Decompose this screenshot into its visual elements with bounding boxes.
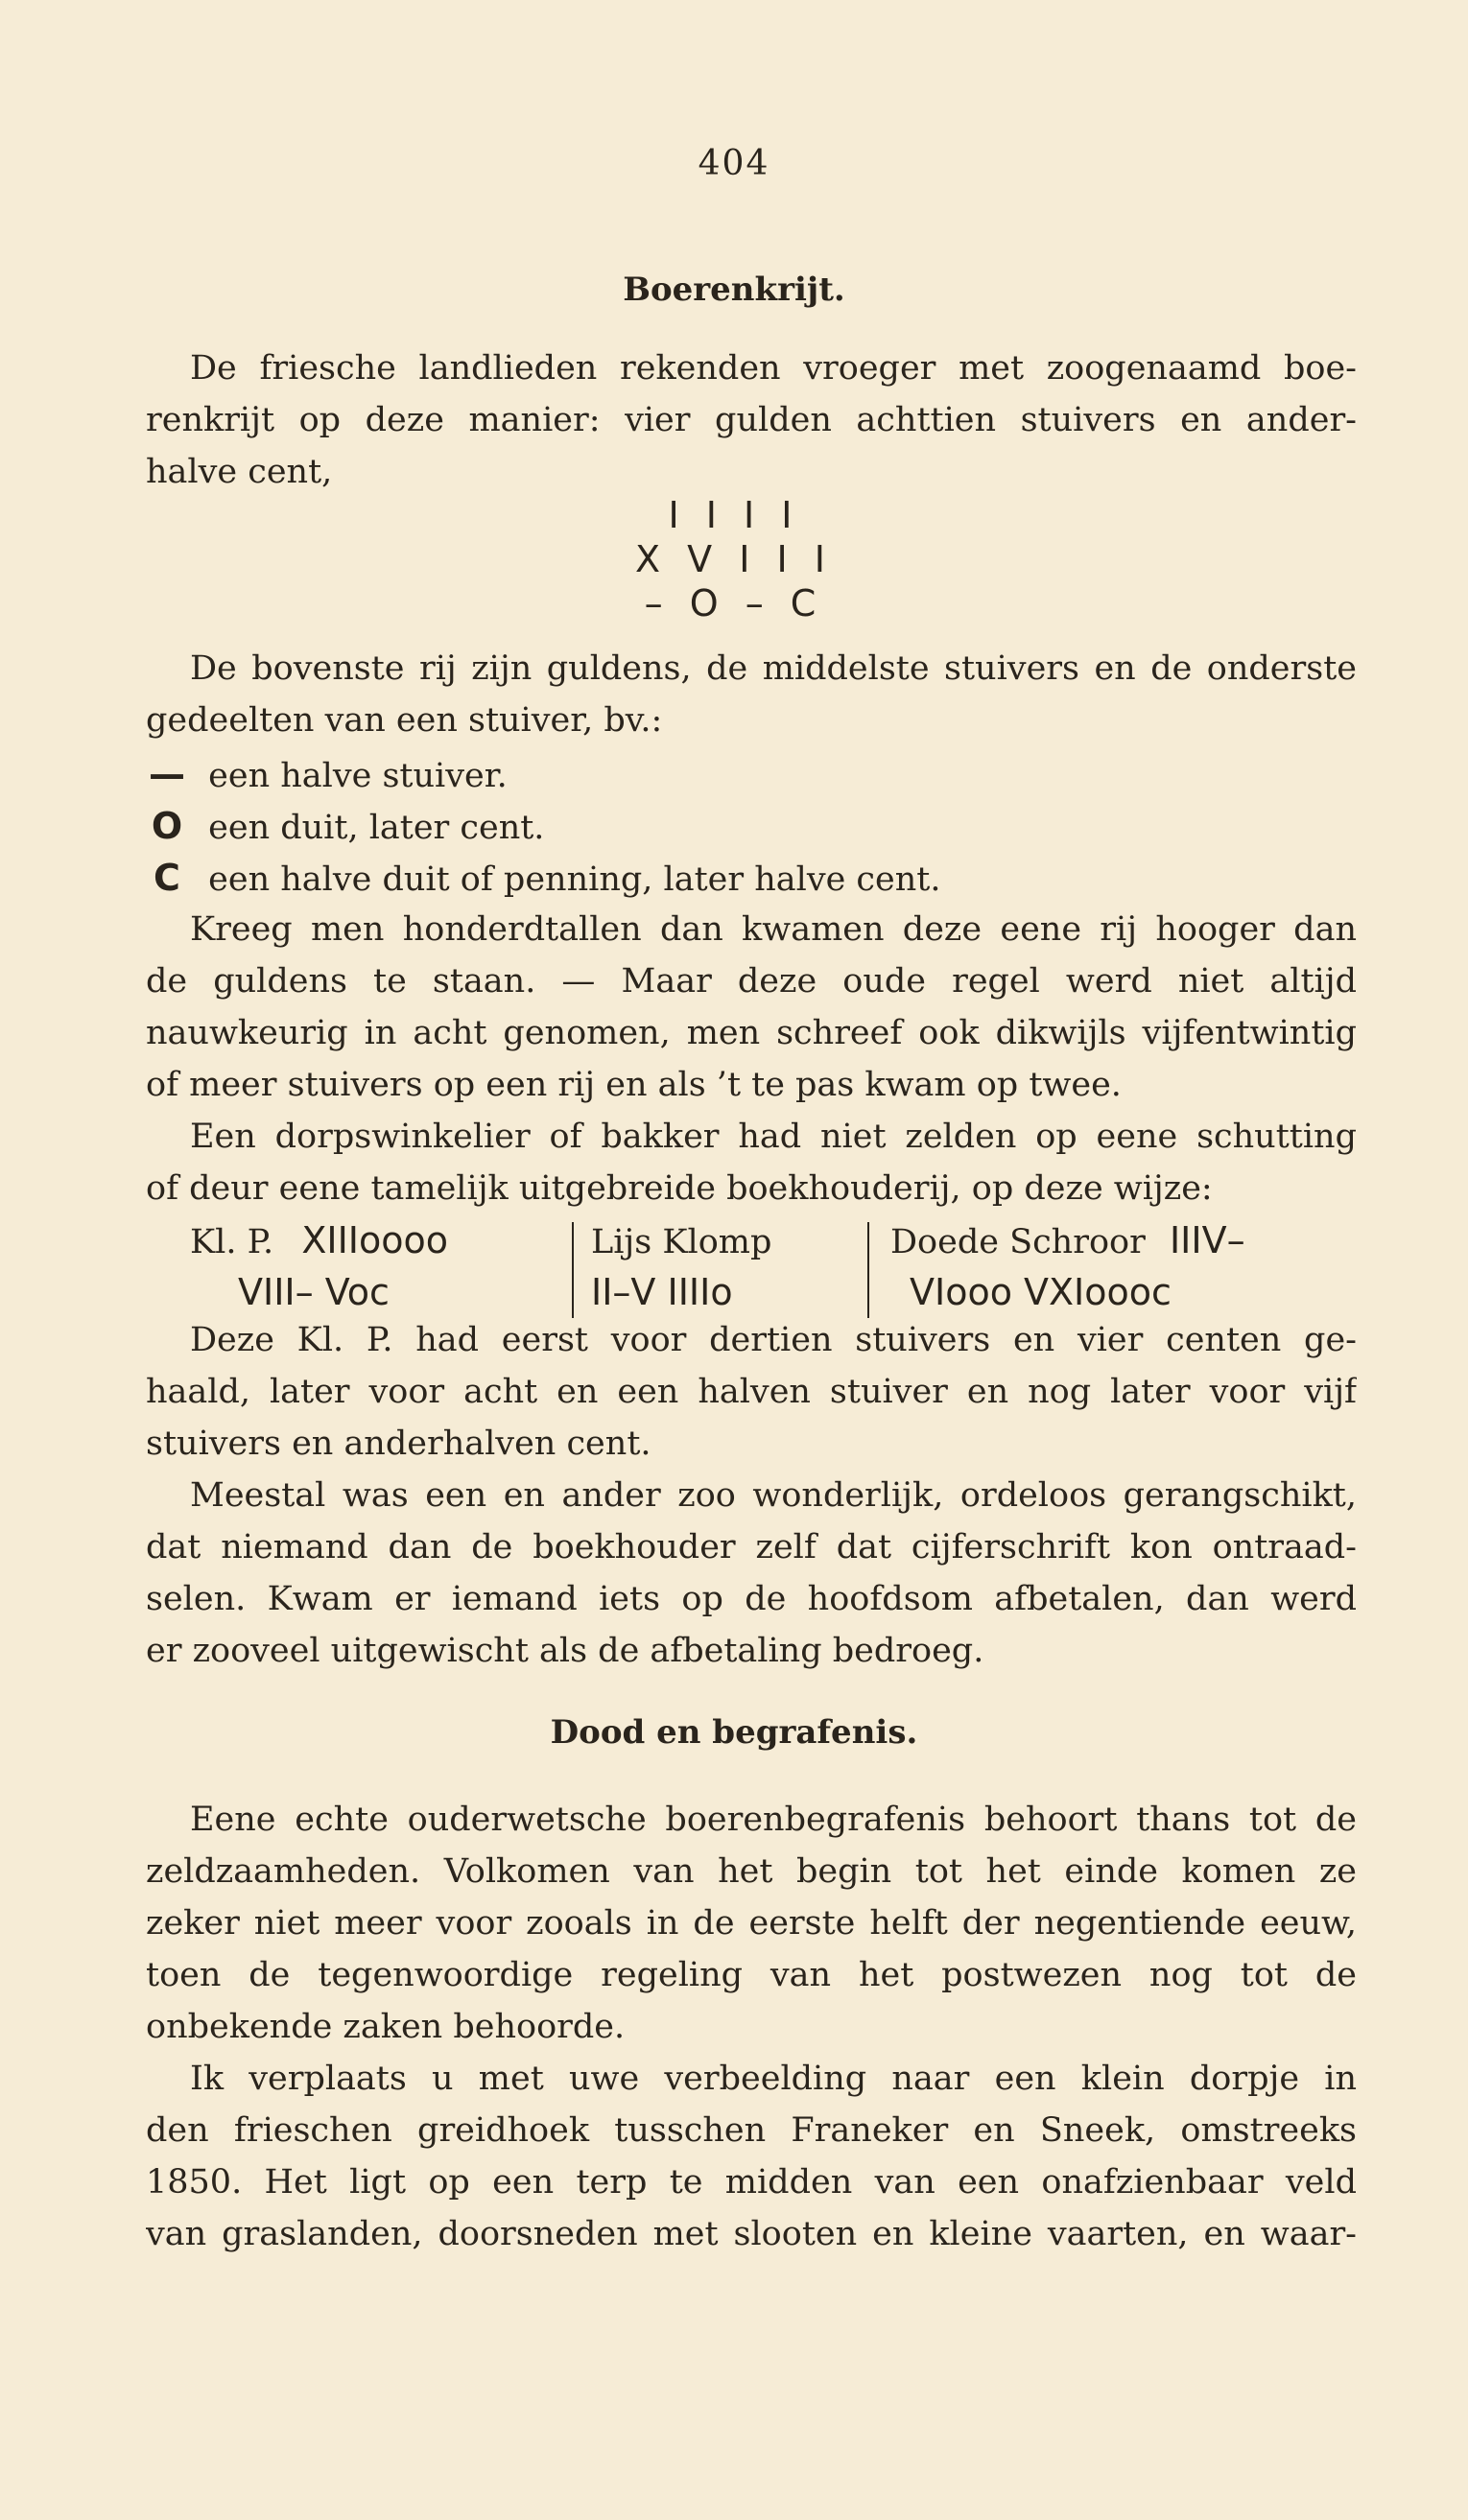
text-line: den frieschen greidhoek tusschen Franeker en Sneek, omstreeks <box>146 2111 1357 2150</box>
honderdtallen-paragraph <box>146 904 1357 1111</box>
begrafenis-paragraph <box>146 1794 1357 2053</box>
text-line: De friesche landlieden rekenden vroeger met zoogenaamd boe- <box>190 349 1357 388</box>
section-title-dood-en-begrafenis: Dood en begrafenis. <box>550 1713 918 1752</box>
c-symbol: C <box>154 857 180 899</box>
dorpje-paragraph <box>146 2053 1357 2260</box>
circle-symbol: O <box>151 805 183 847</box>
text-line: selen. Kwam er iemand iets op de hoofdsom afbetalen, dan werd <box>146 1580 1357 1618</box>
text-line: renkrijt op deze manier: vier gulden achttien stuivers en ander- <box>146 401 1357 439</box>
ledger-divider <box>572 1222 574 1318</box>
text-line: De bovenste rij zijn guldens, de middelste stuivers en de onderste <box>190 649 1357 688</box>
ledger-entry-lijs-klomp <box>591 1214 860 1322</box>
ledger-bottom-value: II–V IIIIo <box>591 1271 733 1313</box>
text-line: er zooveel uitgewischt als de afbetaling bedroeg. <box>146 1632 984 1670</box>
text-line: Meestal was een en ander zoo wonderlijk, ordeloos gerangschikt, <box>190 1476 1357 1515</box>
ledger-divider <box>867 1222 869 1318</box>
numeral-row-fractions: – O – C <box>644 582 824 624</box>
ledger-top-value: IIIV– <box>1169 1219 1245 1261</box>
text-line: dat niemand dan de boekhouder zelf dat cijferschrift kon ontraad- <box>146 1528 1357 1566</box>
intro-paragraph <box>146 342 1357 498</box>
legend-item-halve-stuiver <box>146 748 1357 800</box>
text-line: zeldzaamheden. Volkomen van het begin tot het einde komen ze <box>146 1852 1357 1891</box>
kl-p-paragraph <box>146 1314 1357 1470</box>
ledger-name: Doede Schroor <box>890 1223 1146 1261</box>
ledger-bottom-value: VIII– Voc <box>238 1271 390 1313</box>
legend-item-duit <box>146 800 1357 852</box>
ledger-name: Lijs Klomp <box>591 1223 772 1261</box>
ledger-bottom-value: VIooo VXIoooc <box>910 1271 1172 1313</box>
ledger-entry-kl-p <box>190 1214 574 1322</box>
page-number: 404 <box>698 144 770 183</box>
legend-text: een duit, later cent. <box>208 809 545 847</box>
dash-symbol: — <box>149 753 185 795</box>
dorpswinkelier-paragraph <box>146 1111 1357 1214</box>
ledger-entry-doede-schroor <box>890 1214 1351 1322</box>
numeral-example <box>0 493 1468 625</box>
ledger-name: Kl. P. <box>190 1223 274 1261</box>
text-line: Kreeg men honderdtallen dan kwamen deze eene rij hooger dan <box>190 910 1357 949</box>
ledger-example <box>146 1214 1357 1322</box>
numeral-row-guldens: I I I I <box>668 494 800 536</box>
text-line: halve cent, <box>146 453 333 491</box>
text-line: stuivers en anderhalven cent. <box>146 1425 651 1463</box>
text-line: of meer stuivers op een rij en als ’t te pas kwam op twee. <box>146 1066 1122 1104</box>
text-line: toen de tegenwoordige regeling van het postwezen nog tot de <box>146 1956 1357 1994</box>
text-line: onbekende zaken behoorde. <box>146 2008 626 2046</box>
section-title-boerenkrijt: Boerenkrijt. <box>623 271 845 309</box>
text-line: Deze Kl. P. had eerst voor dertien stuivers en vier centen ge- <box>190 1321 1357 1359</box>
text-line: nauwkeurig in acht genomen, men schreef ook dikwijls vijfentwintig <box>146 1014 1357 1052</box>
text-line: of deur eene tamelijk uitgebreide boekhouderij, op deze wijze: <box>146 1169 1213 1208</box>
meestal-paragraph <box>146 1470 1357 1677</box>
ledger-top-value: XIIIoooo <box>301 1219 448 1261</box>
text-line: Ik verplaats u met uwe verbeelding naar een klein dorpje in <box>190 2060 1357 2098</box>
text-line: van graslanden, doorsneden met slooten en kleine vaarten, en waar- <box>146 2215 1357 2253</box>
explanation-paragraph <box>146 643 1357 746</box>
text-line: gedeelten van een stuiver, bv.: <box>146 701 663 740</box>
text-line: 1850. Het ligt op een terp te midden van een onafzienbaar veld <box>146 2163 1357 2202</box>
text-line: Een dorpswinkelier of bakker had niet zelden op eene schutting <box>190 1118 1357 1156</box>
legend-text: een halve duit of penning, later halve cent. <box>208 860 941 899</box>
text-line: Eene echte ouderwetsche boerenbegrafenis behoort thans tot de <box>190 1801 1357 1839</box>
numeral-row-stuivers: X V I I I <box>635 538 833 580</box>
text-line: zeker niet meer voor zooals in de eerste helft der negentiende eeuw, <box>146 1904 1357 1943</box>
legend-text: een halve stuiver. <box>208 757 508 795</box>
text-line: de guldens te staan. — Maar deze oude regel werd niet altijd <box>146 962 1357 1001</box>
legend-item-halve-duit <box>146 852 1357 904</box>
text-line: haald, later voor acht en een halven stuiver en nog later voor vijf <box>146 1373 1357 1411</box>
